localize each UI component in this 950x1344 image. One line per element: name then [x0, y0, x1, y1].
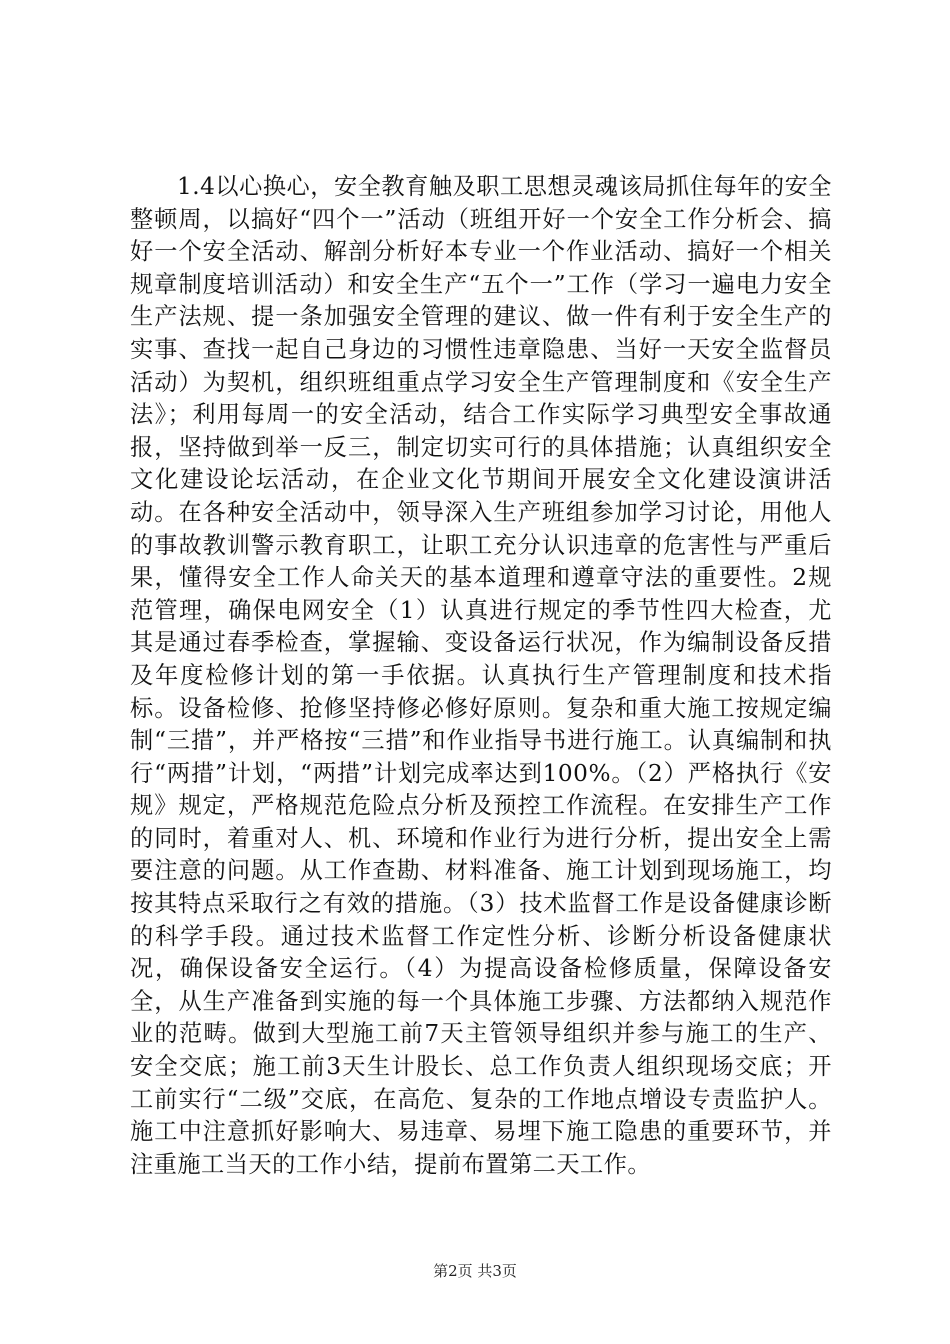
body-paragraph: 1.4以心换心，安全教育触及职工思想灵魂该局抓住每年的安全整顿周，以搞好“四个一”活动（班组开好一个安全工作分析会、搞好一个安全活动、解剖分析好本专业一个作业活动、搞好一个相关规章制度培训活动）和安全生产“五个一”工作（学习一遍电力安全生产法规、提一条加强安全管理的建议、做一件有利于安全生产的实事、查找一起自己身边的习惯性违章隐患、当好一天安全监督员活动）为契机，组织班组重点学习安全生产管理制度和《安全生产法》；利用每周一的安全活动，结合工作实际学习典型安全事故通报，坚持做到举一反三，制定切实可行的具体措施；认真组织安全文化建设论坛活动，在企业文化节期间开展安全文化建设演讲活动。在各种安全活动中，领导深入生产班组参加学习讨论，用他人的事故教训警示教育职工，让职工充分认识违章的危害性与严重后果，懂得安全工作人命关天的基本道理和遵章守法的重要性。2规范管理，确保电网安全（1）认真进行规定的季节性四大检查，尤其是通过春季检查，掌握输、变设备运行状况，作为编制设备反措及年度检修计划的第一手依据。认真执行生产管理制度和技术指标。设备检修、抢修坚持修必修好原则。复杂和重大施工按规定编制“三措”，并严格按“三措”和作业指导书进行施工。认真编制和执行“两措”计划，“两措”计划完成率达到100%。（2）严格执行《安规》规定，严格规范危险点分析及预控工作流程。在安排生产工作的同时，着重对人、机、环境和作业行为进行分析，提出安全上需要注意的问题。从工作查勘、材料准备、施工计划到现场施工，均按其特点采取行之有效的措施。（3）技术监督工作是设备健康诊断的科学手段。通过技术监督工作定性分析、诊断分析设备健康状况，确保设备安全运行。（4）为提高设备检修质量，保障设备安全，从生产准备到实施的每一个具体施工步骤、方法都纳入规范作业的范畴。做到大型施工前7天主管领导组织并参与施工的生产、安全交底；施工前3天生计股长、总工作负责人组织现场交底；开工前实行“二级”交底，在高危、复杂的工作地点增设专责监护人。施工中注意抓好影响大、易违章、易埋下施工隐患的重要环节，并注重施工当天的工作小结，提前布置第二天工作。 — [130, 173, 832, 1178]
page-footer: 第2页 共3页 — [433, 1262, 517, 1280]
